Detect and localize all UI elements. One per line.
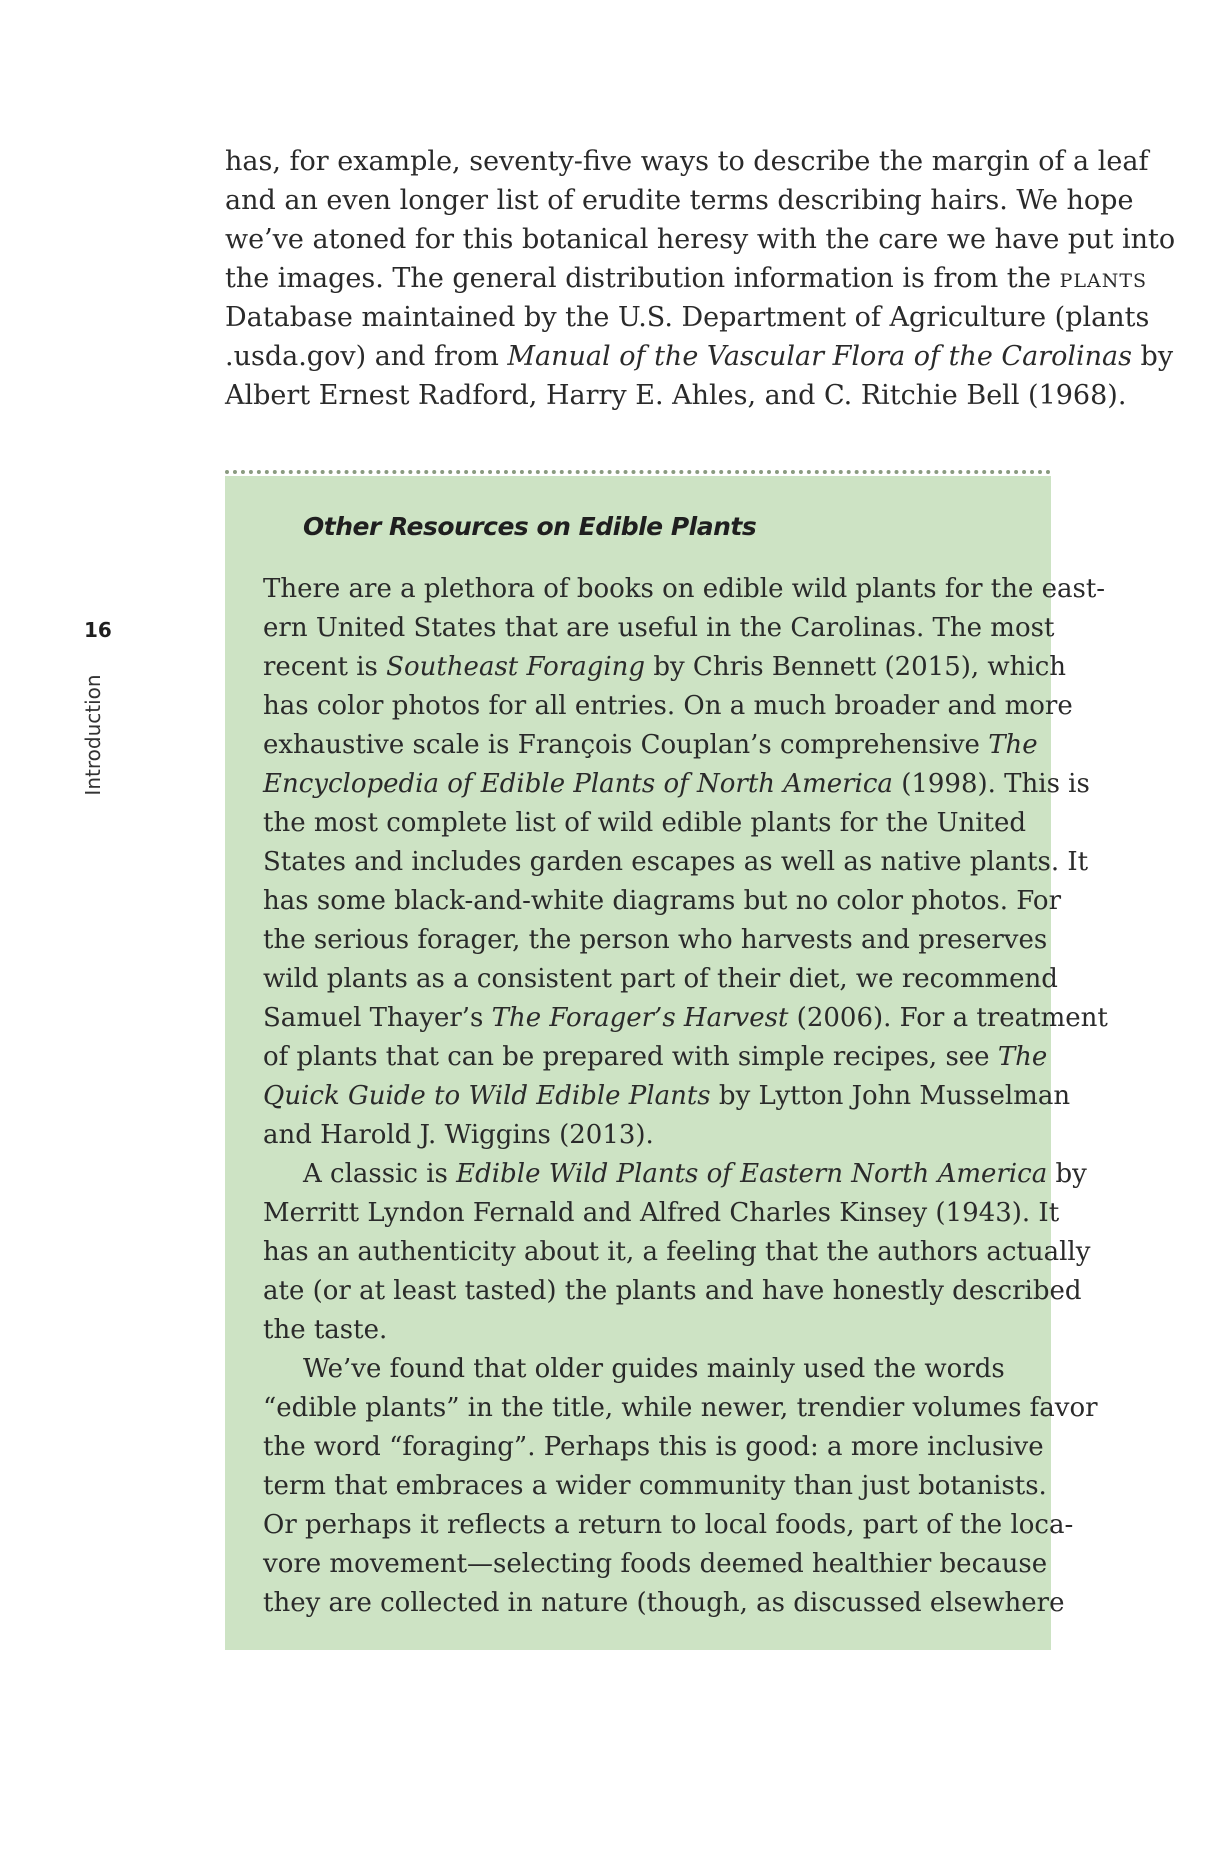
book-title: Edible Wild Plants of Eastern North America	[456, 1159, 1048, 1189]
sidebar-line-text: (1998). This is	[901, 769, 1090, 799]
sidebar-line: We’ve found that older guides mainly used the words	[303, 1354, 1005, 1384]
sidebar-line: Merritt Lyndon Fernald and Alfred Charles Kinsey (1943). It	[263, 1198, 1060, 1228]
sidebar-line: the most complete list of wild edible plants for the United	[263, 808, 1027, 838]
sidebar-line: vore movement—selecting foods deemed healthier because	[263, 1549, 1048, 1579]
sidebar-line-text: A classic is	[303, 1159, 448, 1189]
body-line-text: .usda.gov) and from	[225, 341, 499, 372]
sidebar-line: and Harold J. Wiggins (2013).	[263, 1120, 654, 1150]
sidebar-line	[263, 648, 1067, 687]
sidebar-paragraph-2	[263, 1155, 1091, 1350]
sidebar-line: States and includes garden escapes as well as native plants. It	[263, 847, 1089, 877]
sidebar-line-text: by Chris Bennett (2015), which	[653, 652, 1067, 682]
body-text	[225, 142, 1176, 415]
sidebar-text	[263, 570, 1108, 1623]
body-line	[225, 259, 1148, 298]
sidebar-line-text: (2006). For a treatment	[796, 1003, 1108, 1033]
sidebar-line	[263, 999, 1108, 1038]
sidebar-line	[263, 1155, 1087, 1194]
book-title: Southeast Foraging	[386, 652, 646, 682]
sidebar-line: they are collected in nature (though, as discussed elsewhere	[263, 1588, 1065, 1618]
running-head	[78, 670, 108, 800]
sidebar-line: has color photos for all entries. On a much broader and more	[263, 691, 1073, 721]
sidebar-line: the word “foraging”. Perhaps this is good: a more inclusive	[263, 1432, 1044, 1462]
dotted-divider	[225, 470, 1051, 474]
sidebar-line: term that embraces a wider community than just botanists.	[263, 1471, 1047, 1501]
sidebar-line: has some black-and-white diagrams but no color photos. For	[263, 886, 1062, 916]
book-title: Encyclopedia of Edible Plants of North America	[263, 769, 893, 799]
sidebar-line-text: exhaustive scale is François Couplan’s comprehensive	[263, 730, 980, 760]
manual-title: Manual of the Vascular Flora of the Carolinas	[507, 341, 1132, 372]
sidebar-line-text: recent is	[263, 652, 378, 682]
sidebar-line: Or perhaps it reflects a return to local foods, part of the loca-	[263, 1510, 1074, 1540]
body-line	[225, 337, 1174, 376]
sidebar-line-text: Samuel Thayer’s	[263, 1003, 484, 1033]
sidebar-line	[263, 726, 1038, 765]
sidebar-line: the taste.	[263, 1315, 388, 1345]
sidebar-heading: Other Resources on Edible Plants	[303, 512, 757, 541]
sidebar-line: the serious forager, the person who harvests and preserves	[263, 925, 1048, 955]
sidebar-line	[263, 1038, 1048, 1077]
book-title: The Forager’s Harvest	[491, 1003, 789, 1033]
sidebar-line: There are a plethora of books on edible wild plants for the east-	[263, 574, 1106, 604]
plants-smallcaps: plants	[1059, 263, 1148, 294]
book-title: The	[997, 1042, 1048, 1072]
sidebar-line-text: by	[1055, 1159, 1087, 1189]
sidebar-line-text: by Lytton John Musselman	[718, 1081, 1071, 1111]
book-title: Quick Guide to Wild Edible Plants	[263, 1081, 711, 1111]
body-line: has, for example, seventy-five ways to describe the margin of a leaf	[225, 146, 1149, 177]
sidebar-line	[263, 765, 1090, 804]
sidebar-line	[263, 1077, 1071, 1116]
body-line: Albert Ernest Radford, Harry E. Ahles, and C. Ritchie Bell (1968).	[225, 380, 1127, 411]
body-line: and an even longer list of erudite terms describing hairs. We hope	[225, 185, 1134, 216]
sidebar-paragraph-3	[263, 1350, 1098, 1623]
sidebar-line: ate (or at least tasted) the plants and have honestly described	[263, 1276, 1082, 1306]
running-head-text: Introduction	[81, 674, 105, 796]
sidebar-line: “edible plants” in the title, while newer, trendier volumes favor	[263, 1393, 1098, 1423]
sidebar-line-text: of plants that can be prepared with simple recipes, see	[263, 1042, 990, 1072]
body-line: we’ve atoned for this botanical heresy with the care we have put into	[225, 224, 1176, 255]
page-number: 16	[84, 618, 112, 642]
body-line-text: by	[1140, 341, 1174, 372]
book-title: The	[988, 730, 1038, 760]
sidebar-line: wild plants as a consistent part of their diet, we recommend	[263, 964, 1058, 994]
sidebar-line: has an authenticity about it, a feeling that the authors actually	[263, 1237, 1091, 1267]
body-line: Database maintained by the U.S. Department of Agriculture (plants	[225, 302, 1150, 333]
sidebar-line: ern United States that are useful in the Carolinas. The most	[263, 613, 1055, 643]
sidebar-paragraph-1	[263, 570, 1108, 1155]
body-line-text: the images. The general distribution information is from the	[225, 263, 1052, 294]
